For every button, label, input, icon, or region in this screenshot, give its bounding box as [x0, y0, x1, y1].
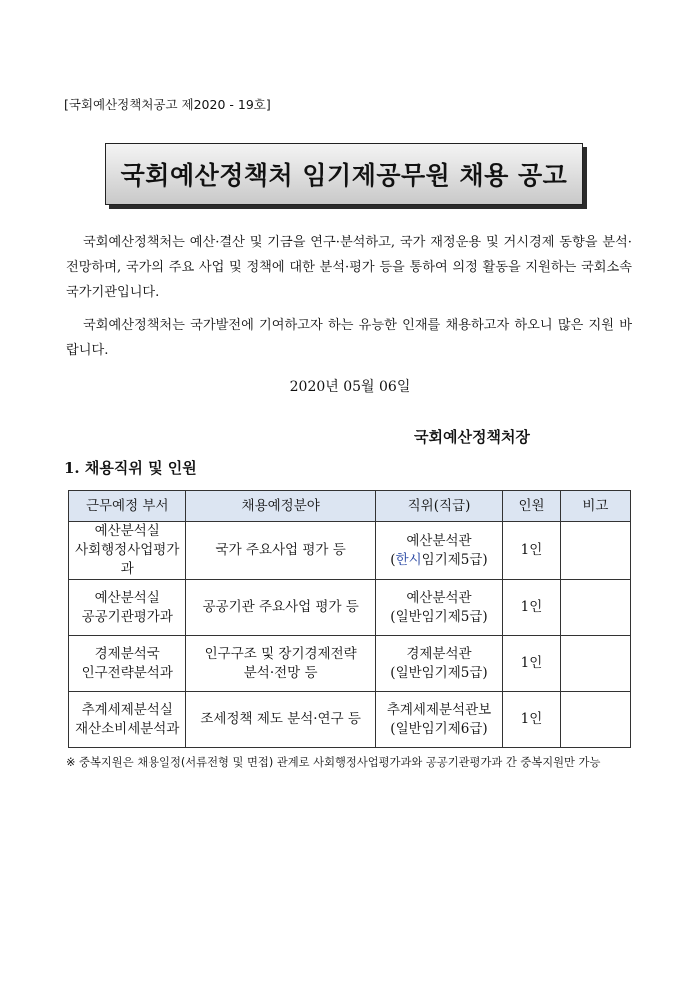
- department-cell: 경제분석국 인구전략분석과: [69, 636, 186, 692]
- position-cell: 예산분석관 (일반임기제5급): [375, 580, 502, 636]
- section-heading: 1. 채용직위 및 인원: [64, 459, 197, 477]
- signer: 국회예산정책처장: [414, 428, 530, 446]
- title-box: [105, 143, 583, 205]
- count-cell: 1인: [503, 692, 561, 748]
- field-cell: 공공기관 주요사업 평가 등: [186, 580, 375, 636]
- header-note: 비고: [560, 491, 630, 522]
- note-cell: [560, 692, 630, 748]
- table-row: [69, 692, 631, 748]
- highlighted-text: 한시: [395, 551, 422, 568]
- note-cell: [560, 580, 630, 636]
- table-header-row: [69, 491, 631, 522]
- count-cell: 1인: [503, 636, 561, 692]
- table-row: [69, 636, 631, 692]
- count-cell: 1인: [503, 580, 561, 636]
- table-row: [69, 522, 631, 580]
- header-department: 근무예정 부서: [69, 491, 186, 522]
- field-cell: 국가 주요사업 평가 등: [186, 522, 375, 580]
- announcement-date: 2020년 05월 06일: [289, 379, 411, 395]
- footnote: ※ 중복지원은 채용일정(서류전형 및 면접) 관계로 사회행정사업평가과와 공공기관평가과 간 중복지원만 가능: [66, 756, 601, 769]
- invitation-paragraph: 국회예산정책처는 국가발전에 기여하고자 하는 유능한 인재를 채용하고자 하오니 많은 지원 바랍니다.: [66, 318, 632, 358]
- position-cell: 예산분석관 (한시임기제5급): [375, 522, 502, 580]
- table-row: [69, 580, 631, 636]
- position-cell: 경제분석관 (일반임기제5급): [375, 636, 502, 692]
- positions-table: [68, 490, 631, 748]
- department-cell: 추계세제분석실 재산소비세분석과: [69, 692, 186, 748]
- count-cell: 1인: [503, 522, 561, 580]
- intro-paragraph: 국회예산정책처는 예산·결산 및 기금을 연구·분석하고, 국가 재정운용 및 거시경제 동향을 분석·전망하며, 국가의 주요 사업 및 정책에 대한 분석·평가 등을 통하여 의정 활동을 지원하는 국회소속 국가기관입니다.: [66, 235, 632, 300]
- department-cell: 예산분석실 공공기관평가과: [69, 580, 186, 636]
- header-count: 인원: [503, 491, 561, 522]
- field-cell: 인구구조 및 장기경제전략 분석·전망 등: [186, 636, 375, 692]
- department-cell: 예산분석실 사회행정사업평가과: [69, 522, 186, 580]
- header-field: 채용예정분야: [186, 491, 375, 522]
- note-cell: [560, 636, 630, 692]
- note-cell: [560, 522, 630, 580]
- field-cell: 조세정책 제도 분석·연구 등: [186, 692, 375, 748]
- header-position: 직위(직급): [375, 491, 502, 522]
- position-cell: 추계세제분석관보 (일반임기제6급): [375, 692, 502, 748]
- notice-number: [국회예산정책처공고 제2020 - 19호]: [64, 97, 271, 112]
- title-banner: [105, 143, 583, 205]
- page-title: 국회예산정책처 임기제공무원 채용 공고: [120, 161, 568, 190]
